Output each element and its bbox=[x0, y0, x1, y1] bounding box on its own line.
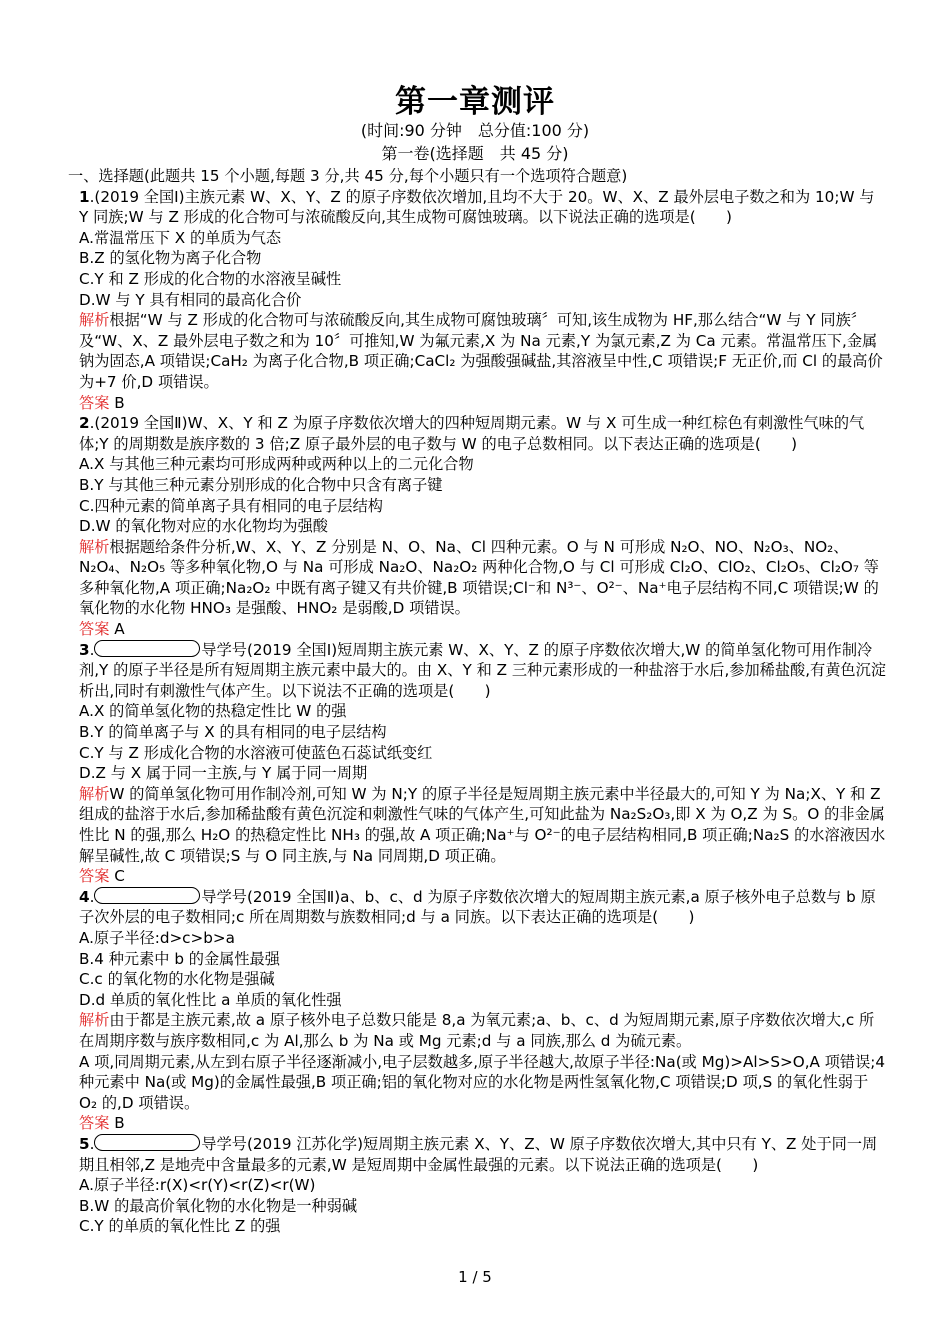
option: C.Y 与 Z 形成化合物的水溶液可使蓝色石蕊试纸变红 bbox=[79, 743, 433, 762]
question-number: 1 bbox=[79, 187, 90, 206]
question-4-stem: 4. 导学号(2019 全国Ⅱ)a、b、c、d 为原子序数依次增大的短周期主族元素,a 原子核外电子总数与 b 原子次外层的电子数相同;c 所在周期数与族数相同;d 与 a 同族。以下表达正确的选项是( ) bbox=[79, 887, 876, 927]
option: C.c 的氧化物的水化物是强碱 bbox=[79, 970, 275, 989]
option: A.X 与其他三种元素均可形成两种或两种以上的二元化合物 bbox=[79, 455, 474, 474]
answer-label: 答案 bbox=[79, 1114, 110, 1133]
option: C.Y 和 Z 形成的化合物的水溶液呈碱性 bbox=[79, 269, 342, 288]
question-2-answer: 答案 A bbox=[79, 620, 125, 639]
question-3-stem: 3. 导学号(2019 全国Ⅰ)短周期主族元素 W、X、Y、Z 的原子序数依次增大,W 的简单氢化物可用作制冷剂,Y 的原子半径是所有短周期主族元素中最大的。由 X、Y 和 Z 三种元素形成的一种盐溶于水后,参加稀盐酸,有黄色沉淀析出,同时有刺激性气体产生。以下说法不正确的选项是( ) bbox=[79, 640, 886, 700]
question-1-answer: 答案 B bbox=[79, 393, 125, 412]
option: A.常温常压下 X 的单质为气态 bbox=[79, 228, 282, 247]
question-number: 2 bbox=[79, 414, 90, 433]
option: D.Z 与 X 属于同一主族,与 Y 属于同一周期 bbox=[79, 764, 368, 783]
question-4-analysis-cont: A 项,同周期元素,从左到右原子半径逐渐减小,电子层数越多,原子半径越大,故原子半径:Na(或 Mg)>Al>S>O,A 项错误;4 种元素中 Na(或 Mg)的金属性最强,B 项正确;铝的氧化物对应的水化物是两性氢氧化物,C 项错误;D 项,S 的氧化性弱于 O₂ 的,D 项错误。 bbox=[79, 1052, 886, 1112]
guide-label: 导学号 bbox=[201, 1134, 247, 1153]
question-4-answer: 答案 B bbox=[79, 1114, 125, 1133]
guide-number-box bbox=[94, 1134, 200, 1151]
page-number: 1 / 5 bbox=[458, 1268, 492, 1286]
question-number: 3 bbox=[79, 640, 90, 659]
analysis-label: 解析 bbox=[79, 311, 110, 330]
analysis-label: 解析 bbox=[79, 1011, 110, 1030]
question-4-analysis: 解析由于都是主族元素,故 a 原子核外电子总数只能是 8,a 为氧元素;a、b、c、d 为短周期元素,原子序数依次增大,c 所在周期序数与族序数相同,c 为 Al,那么 b 为 Na 或 Mg 元素;d 与 a 同族,那么 d 为硫元素。 bbox=[79, 1011, 875, 1050]
answer-label: 答案 bbox=[79, 393, 110, 412]
guide-label: 导学号 bbox=[201, 640, 247, 659]
question-number: 4 bbox=[79, 887, 90, 906]
question-1-analysis: 解析根据“W 与 Z 形成的化合物可与浓硫酸反向,其生成物可腐蚀玻璃〞可知,该生成物为 HF,那么结合“W 与 Y 同族〞及“W、X、Z 最外层电子数之和为 10〞可推知,W 为氟元素,X 为 Na 元素,Y 为氯元素,Z 为 Ca 元素。常温常压下,金属钠为固态,A 项错误;CaH₂ 为离子化合物,B 项正确;CaCl₂ 为强酸强碱盐,其溶液呈中性,C 项错误;F 无正价,而 Cl 的最高价为+7 价,D 项错误。 bbox=[79, 311, 883, 391]
answer-label: 答案 bbox=[79, 867, 110, 886]
guide-number-box bbox=[94, 887, 200, 904]
option: B.Y 的简单离子与 X 的具有相同的电子层结构 bbox=[79, 723, 387, 742]
option: B.Y 与其他三种元素分别形成的化合物中只含有离子键 bbox=[79, 475, 443, 494]
volume-heading: 第一卷(选择题 共 45 分) bbox=[381, 144, 569, 163]
guide-number-box bbox=[94, 640, 200, 657]
question-number: 5 bbox=[79, 1134, 90, 1153]
page-title: 第一章测评 bbox=[395, 84, 555, 120]
question-3-analysis: 解析W 的简单氢化物可用作制冷剂,可知 W 为 N;Y 的原子半径是短周期主族元素中半径最大的,可知 Y 为 Na;X、Y 和 Z 组成的盐溶于水后,参加稀盐酸有黄色沉淀和刺激性气味的气体产生,可知此盐为 Na₂S₂O₃,即 X 为 O,Z 为 S。O 的非金属性比 N 的强,那么 H₂O 的热稳定性比 NH₃ 的强,故 A 项正确;Na⁺与 O²⁻的电子层结构相同,B 项正确;Na₂S 的水溶液因水解呈碱性,故 C 项错误;S 与 O 同主族,与 Na 同周期,D 项正确。 bbox=[79, 784, 886, 865]
question-2-analysis: 解析根据题给条件分析,W、X、Y、Z 分别是 N、O、Na、Cl 四种元素。O 与 N 可形成 N₂O、NO、N₂O₃、NO₂、N₂O₄、N₂O₅ 等多种氧化物,O 与 Na 可形成 Na₂O、Na₂O₂ 两种化合物,O 与 Cl 可形成 Cl₂O、ClO₂、Cl₂O₅、Cl₂O₇ 等多种氧化物,A 项正确;Na₂O₂ 中既有离子键又有共价键,B 项错误;Cl⁻和 N³⁻、O²⁻、Na⁺电子层结构不同,C 项错误;W 的氧化物的水化物 HNO₃ 是强酸、HNO₂ 是弱酸,D 项错误。 bbox=[79, 537, 879, 618]
option: B.W 的最高价氧化物的水化物是一种弱碱 bbox=[79, 1196, 358, 1215]
analysis-label: 解析 bbox=[79, 537, 110, 556]
question-3-answer: 答案 C bbox=[79, 867, 125, 886]
option: B.4 种元素中 b 的金属性最强 bbox=[79, 949, 280, 968]
option: D.d 单质的氧化性比 a 单质的氧化性强 bbox=[79, 990, 342, 1009]
answer-label: 答案 bbox=[79, 620, 110, 639]
question-1-stem: 1.(2019 全国Ⅰ)主族元素 W、X、Y、Z 的原子序数依次增加,且均不大于 20。W、X、Z 最外层电子数之和为 10;W 与 Y 同族;W 与 Z 形成的化合物可与浓硫酸反向,其生成物可腐蚀玻璃。以下说法正确的选项是( ) bbox=[79, 187, 875, 227]
option: D.W 的氧化物对应的水化物均为强酸 bbox=[79, 517, 328, 536]
guide-label: 导学号 bbox=[201, 887, 247, 906]
exam-meta: (时间:90 分钟 总分值:100 分) bbox=[360, 121, 590, 140]
option: A.原子半径:r(X)<r(Y)<r(Z)<r(W) bbox=[79, 1176, 316, 1195]
option: A.原子半径:d>c>b>a bbox=[79, 928, 235, 947]
analysis-label: 解析 bbox=[79, 784, 110, 803]
section-heading: 一、选择题(此题共 15 个小题,每题 3 分,共 45 分,每个小题只有一个选项符合题意) bbox=[68, 167, 628, 185]
option: C.Y 的单质的氧化性比 Z 的强 bbox=[79, 1217, 281, 1236]
option: B.Z 的氢化物为离子化合物 bbox=[79, 249, 262, 268]
option: D.W 与 Y 具有相同的最高化合价 bbox=[79, 290, 302, 309]
question-2-stem: 2.(2019 全国Ⅱ)W、X、Y 和 Z 为原子序数依次增大的四种短周期元素。W 与 X 可生成一种红棕色有刺激性气味的气体;Y 的周期数是族序数的 3 倍;Z 原子最外层的电子数与 W 的电子总数相同。以下表达正确的选项是( ) bbox=[79, 414, 865, 453]
question-list bbox=[68, 166, 886, 1237]
option: C.四种元素的简单离子具有相同的电子层结构 bbox=[79, 496, 383, 515]
question-5-stem: 5. 导学号(2019 江苏化学)短周期主族元素 X、Y、Z、W 原子序数依次增大,其中只有 Y、Z 处于同一周期且相邻,Z 是地壳中含量最多的元素,W 是短周期中金属性最强的元素。以下说法正确的选项是( ) bbox=[79, 1134, 878, 1174]
option: A.X 的简单氢化物的热稳定性比 W 的强 bbox=[79, 702, 347, 721]
